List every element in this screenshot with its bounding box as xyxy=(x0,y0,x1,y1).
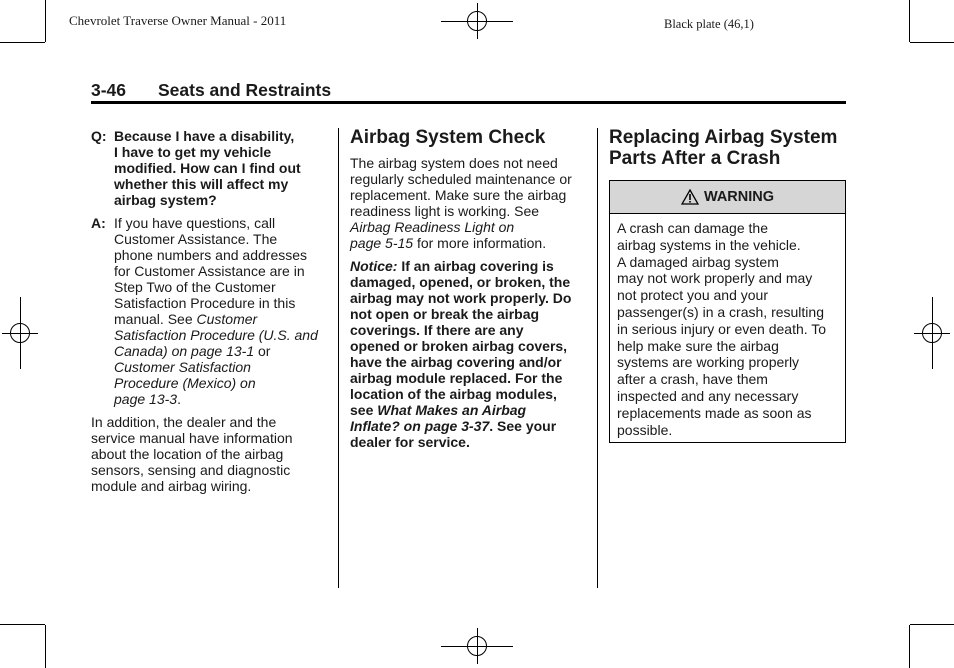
question-line: airbag system? xyxy=(114,192,217,208)
warning-line: after a crash, have them xyxy=(617,371,768,388)
answer-line: for Customer Assistance are in xyxy=(114,263,305,279)
answer-row xyxy=(91,215,331,407)
section-title: Seats and Restraints xyxy=(158,80,332,100)
warning-line: inspected and any necessary xyxy=(617,387,799,404)
paragraph-line: The airbag system does not need xyxy=(350,155,558,171)
column-divider xyxy=(597,128,598,588)
heading-line: Replacing Airbag System xyxy=(609,127,838,148)
paragraph-line: regularly scheduled maintenance or xyxy=(350,171,572,187)
warning-line: A crash can damage the xyxy=(617,220,768,236)
airbag-check-heading: Airbag System Check xyxy=(350,127,546,148)
notice-line: not open or break the airbag xyxy=(350,306,540,322)
warning-box xyxy=(609,180,846,443)
warning-triangle-icon xyxy=(681,189,699,205)
plate-label: Black plate (46,1) xyxy=(664,17,754,31)
cross-reference-link[interactable]: Satisfaction Procedure (U.S. and xyxy=(114,327,318,343)
question-line: modified. How can I find out xyxy=(114,160,301,176)
answer-text-run: or xyxy=(254,343,271,359)
cross-reference-link[interactable]: Procedure (Mexico) on xyxy=(114,375,256,391)
answer-text-run: manual. See xyxy=(114,311,197,327)
cross-reference-link[interactable]: page 5-15 xyxy=(350,235,414,251)
page-number: 3-46 xyxy=(91,80,127,100)
cross-reference-link[interactable]: page 13-3 xyxy=(114,391,178,407)
answer-line: If you have questions, call xyxy=(114,215,276,231)
answer-line: Step Two of the Customer xyxy=(114,279,276,295)
notice-line: dealer for service. xyxy=(350,434,470,450)
heading-line: Parts After a Crash xyxy=(609,148,781,169)
notice-block xyxy=(350,258,588,450)
warning-line: A damaged airbag system xyxy=(617,253,779,270)
paragraph-line: replacement. Make sure the airbag xyxy=(350,187,567,203)
question-text xyxy=(114,128,331,208)
section-divider xyxy=(91,101,846,104)
warning-header xyxy=(610,181,845,214)
qa-block xyxy=(91,128,331,494)
question-line: I have to get my vehicle xyxy=(114,144,272,160)
cross-reference-link[interactable]: Airbag Readiness Light on xyxy=(350,219,515,235)
answer-label: A: xyxy=(91,215,106,231)
notice-line: airbag may not work properly. Do xyxy=(350,290,572,306)
paragraph-line: sensors, sensing and diagnostic xyxy=(91,462,291,478)
answer-text xyxy=(114,215,331,407)
answer-line xyxy=(114,391,331,407)
cross-reference-link[interactable]: Customer Satisfaction xyxy=(114,359,251,375)
paragraph-line: service manual have information xyxy=(91,430,293,446)
paragraph-line: module and airbag wiring. xyxy=(91,478,252,494)
warning-body xyxy=(610,214,845,438)
warning-line: not protect you and your xyxy=(617,287,768,304)
column-divider xyxy=(338,128,339,588)
warning-line: systems are working properly xyxy=(617,354,800,371)
paragraph-line: about the location of the airbag xyxy=(91,446,284,462)
manual-title: Chevrolet Traverse Owner Manual - 2011 xyxy=(69,13,287,28)
paragraph-line: readiness light is working. See xyxy=(350,203,540,219)
notice-line xyxy=(350,418,588,434)
paragraph-text-run: for more information. xyxy=(413,235,547,251)
replacing-parts-heading xyxy=(609,127,846,169)
notice-text-run: . See your xyxy=(489,418,557,434)
answer-text-run: . xyxy=(177,391,181,407)
notice-line xyxy=(350,402,588,418)
question-line: whether this will affect my xyxy=(114,176,289,192)
notice-line: opened or broken airbag covers, xyxy=(350,338,568,354)
notice-line xyxy=(350,258,588,274)
notice-line: coverings. If there are any xyxy=(350,322,524,338)
section-header xyxy=(91,80,331,101)
paragraph-line: In addition, the dealer and the xyxy=(91,414,277,430)
notice-line: location of the airbag modules, xyxy=(350,386,557,402)
warning-line: in serious injury or even death. To xyxy=(617,320,827,337)
question-label: Q: xyxy=(91,128,107,144)
warning-line: may not work properly and may xyxy=(617,270,813,287)
notice-line: airbag module replaced. For the xyxy=(350,370,563,386)
warning-line: passenger(s) in a crash, resulting xyxy=(617,303,824,320)
answer-line: Customer Assistance. The xyxy=(114,231,278,247)
warning-label: WARNING xyxy=(703,189,775,205)
question-line: Because I have a disability, xyxy=(114,128,295,144)
answer-line xyxy=(114,343,331,359)
addition-paragraph xyxy=(91,414,331,494)
cross-reference-link[interactable]: Canada) on page 13-1 xyxy=(114,343,255,359)
paragraph-line xyxy=(350,235,588,251)
notice-line: damaged, opened, or broken, the xyxy=(350,274,571,290)
notice-line: have the airbag covering and/or xyxy=(350,354,562,370)
notice-text-run: If an airbag covering is xyxy=(397,258,554,274)
airbag-check-body xyxy=(350,155,588,450)
warning-line: possible. xyxy=(617,421,673,438)
warning-line: replacements made as soon as xyxy=(617,404,812,421)
notice-label: Notice: xyxy=(350,258,398,274)
cross-reference-link[interactable]: Inflate? on page 3-37 xyxy=(350,418,490,434)
notice-text-run: see xyxy=(350,402,378,418)
cross-reference-link[interactable]: What Makes an Airbag xyxy=(377,402,527,418)
warning-line: airbag systems in the vehicle. xyxy=(617,236,801,253)
warning-line: help make sure the airbag xyxy=(617,337,779,354)
answer-line: phone numbers and addresses xyxy=(114,247,308,263)
answer-line: Satisfaction Procedure in this xyxy=(114,295,296,311)
answer-line xyxy=(114,311,331,327)
cross-reference-link[interactable]: Customer xyxy=(196,311,258,327)
question-row xyxy=(91,128,331,208)
